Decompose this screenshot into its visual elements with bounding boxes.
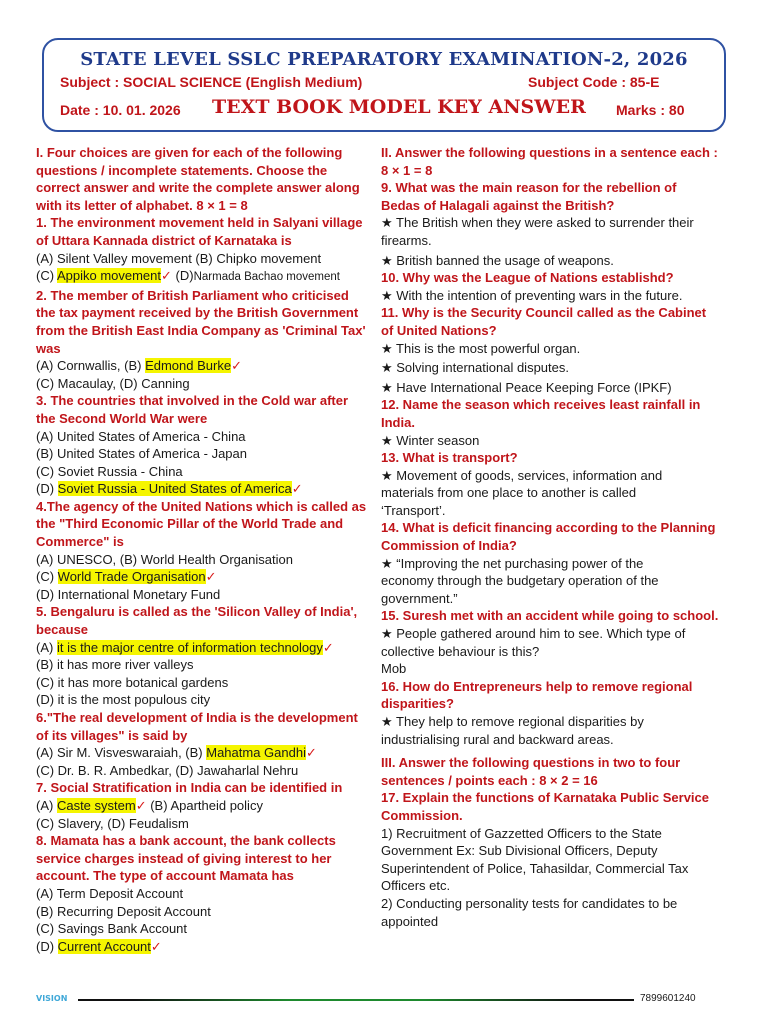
correct-answer: it is the major centre of information technology bbox=[56, 639, 323, 655]
total-marks: Marks : 80 bbox=[616, 102, 685, 118]
correct-answer: Current Account bbox=[57, 938, 151, 954]
option-line: (A) Term Deposit Account bbox=[36, 885, 184, 901]
check-icon: ✓ bbox=[322, 639, 334, 655]
option-line: (B) United States of America - Japan bbox=[36, 446, 247, 462]
correct-answer: World Trade Organisation bbox=[57, 569, 206, 585]
answer-13: ★ Movement of goods, services, information and materials from one place to another is called ‘Transport’. bbox=[381, 467, 663, 518]
option-line-answer: (D) Current Account✓ bbox=[36, 938, 162, 954]
question-10: 10. Why was the League of Nations establishd? bbox=[381, 270, 674, 286]
option-line: (C) Savings Bank Account bbox=[36, 921, 188, 937]
option-line-answer: (A) it is the major centre of information technology✓ bbox=[36, 639, 334, 655]
answer-10: ★ With the intention of preventing wars in the future. bbox=[381, 287, 683, 303]
question-11: 11. Why is the Security Council called as the Cabinet of United Nations? bbox=[381, 305, 707, 338]
right-column bbox=[381, 144, 733, 930]
option-line: (C) Macaulay, (D) Canning bbox=[36, 375, 190, 391]
left-column bbox=[36, 144, 378, 955]
option-line: (B) it has more river valleys bbox=[36, 657, 194, 673]
option-line: (D) it is the most populous city bbox=[36, 692, 211, 708]
question-5: 5. Bengaluru is called as the 'Silicon Valley of India', because bbox=[36, 604, 358, 638]
footer-divider bbox=[78, 999, 634, 1001]
answer-9: ★ The British when they were asked to surrender their firearms. bbox=[381, 215, 694, 248]
correct-answer: Soviet Russia - United States of America bbox=[57, 481, 292, 497]
exam-title: STATE LEVEL SSLC PREPARATORY EXAMINATION-2, 2026 bbox=[80, 49, 688, 70]
check-icon: ✓ bbox=[231, 358, 242, 374]
question-8: 8. Mamata has a bank account, the bank collects service charges instead of giving interest to her account. The type of account Mamata has bbox=[36, 833, 336, 884]
question-6: 6."The real development of India is the development of its villages" is said by bbox=[36, 710, 358, 743]
option-line: (A) Silent Valley movement (B) Chipko movement bbox=[36, 250, 322, 266]
question-16: 16. How do Entrepreneurs help to remove regional disparities? bbox=[381, 678, 693, 712]
key-answer-title: TEXT BOOK MODEL KEY ANSWER bbox=[212, 96, 586, 118]
answer-12: ★ Winter season bbox=[381, 432, 480, 448]
footer-brand: VISION bbox=[36, 994, 68, 1003]
answer-14: ★ “Improving the net purchasing power of the economy through the budgetary operation of the government.” bbox=[381, 555, 659, 606]
correct-answer: Edmond Burke bbox=[145, 358, 232, 374]
option-line: (A) United States of America - China bbox=[36, 428, 246, 444]
answer-9b: ★ British banned the usage of weapons. bbox=[381, 252, 614, 268]
option-line-answer: (C) Appiko movement✓ (D)Narmada Bachao movement bbox=[36, 268, 340, 284]
check-icon: ✓ bbox=[305, 745, 317, 761]
option-line: (B) Recurring Deposit Account bbox=[36, 903, 211, 919]
option-line-answer: (A) Cornwallis, (B) Edmond Burke✓ bbox=[36, 358, 242, 374]
question-12: 12. Name the season which receives least rainfall in India. bbox=[381, 397, 701, 430]
answer-17: 1) Recruitment of Gazzetted Officers to the State Government Ex: Sub Divisional Officers, Deputy Superintendent of Police, Tahasildar, Commercial Tax Officers etc. 2) Conducting personality tests for candidates to be appointed bbox=[381, 825, 689, 929]
subject-code: Subject Code : 85-E bbox=[528, 74, 660, 90]
correct-answer: Appiko movement bbox=[56, 268, 162, 284]
question-4: 4.The agency of the United Nations which is called as the "Third Economic Pillar of the World Trade and Commerce" is bbox=[36, 498, 367, 550]
subject-label: Subject : SOCIAL SCIENCE (English Medium) bbox=[60, 74, 363, 90]
question-3: 3. The countries that involved in the Cold war after the Second World War were bbox=[36, 393, 349, 426]
option-line: (C) Dr. B. R. Ambedkar, (D) Jawaharlal Nehru bbox=[36, 762, 299, 778]
correct-answer: Caste system bbox=[56, 797, 136, 813]
answer-16: ★ They help to remove regional disparities by industrialising rural and backward areas. bbox=[381, 714, 644, 747]
check-icon: ✓ bbox=[205, 569, 217, 585]
check-icon: ✓ bbox=[150, 938, 162, 954]
section-2-instructions: II. Answer the following questions in a sentence each : 8 × 1 = 8 bbox=[381, 145, 718, 178]
option-line: (A) UNESCO, (B) World Health Organisation bbox=[36, 551, 293, 567]
exam-date: Date : 10. 01. 2026 bbox=[60, 102, 181, 118]
question-7: 7. Social Stratification in India can be identified in bbox=[36, 780, 343, 796]
question-9: 9. What was the main reason for the rebellion of Bedas of Halagali against the British? bbox=[381, 180, 677, 213]
option-line-answer: (A) Caste system✓ (B) Apartheid policy bbox=[36, 797, 263, 813]
section-1-instructions: I. Four choices are given for each of the following questions / incomplete statements. Choose the correct answer and write the complete answer along with its letter of alphabet. 8 × 1 = 8 bbox=[36, 145, 360, 213]
question-14: 14. What is deficit financing according to the Planning Commission of India? bbox=[381, 520, 716, 554]
option-line: (D) International Monetary Fund bbox=[36, 586, 221, 602]
footer-phone: 7899601240 bbox=[640, 993, 696, 1004]
option-line-answer: (D) Soviet Russia - United States of America✓ bbox=[36, 481, 303, 497]
option-line-answer: (A) Sir M. Visveswaraiah, (B) Mahatma Gandhi✓ bbox=[36, 745, 317, 761]
exam-header bbox=[42, 38, 726, 132]
correct-answer: Mahatma Gandhi bbox=[206, 745, 306, 761]
check-icon: ✓ bbox=[135, 797, 147, 813]
question-1: 1. The environment movement held in Salyani village of Uttara Kannada district of Karnataka is bbox=[36, 215, 363, 248]
question-15: 15. Suresh met with an accident while going to school. bbox=[381, 608, 719, 624]
question-17: 17. Explain the functions of Karnataka Public Service Commission. bbox=[381, 790, 709, 823]
option-line: (C) Slavery, (D) Feudalism bbox=[36, 815, 189, 831]
question-2: 2. The member of British Parliament who criticised the tax payment received by the British Government from the British East India Company as 'Criminal Tax' was bbox=[36, 287, 366, 356]
question-13: 13. What is transport? bbox=[381, 450, 518, 466]
option-line: (C) Soviet Russia - China bbox=[36, 463, 183, 479]
answer-15: ★ People gathered around him to see. Which type of collective behaviour is this? Mob bbox=[381, 626, 686, 677]
check-icon: ✓ bbox=[161, 268, 172, 284]
answer-11: ★ This is the most powerful organ. ★ Solving international disputes. ★ Have International Peace Keeping Force (IPKF) bbox=[381, 340, 672, 395]
option-line-answer: (C) World Trade Organisation✓ bbox=[36, 569, 217, 585]
option-line: (C) it has more botanical gardens bbox=[36, 674, 229, 690]
section-3-instructions: III. Answer the following questions in two to four sentences / points each : 8 × 2 = 16 bbox=[381, 755, 681, 788]
check-icon: ✓ bbox=[291, 481, 303, 497]
